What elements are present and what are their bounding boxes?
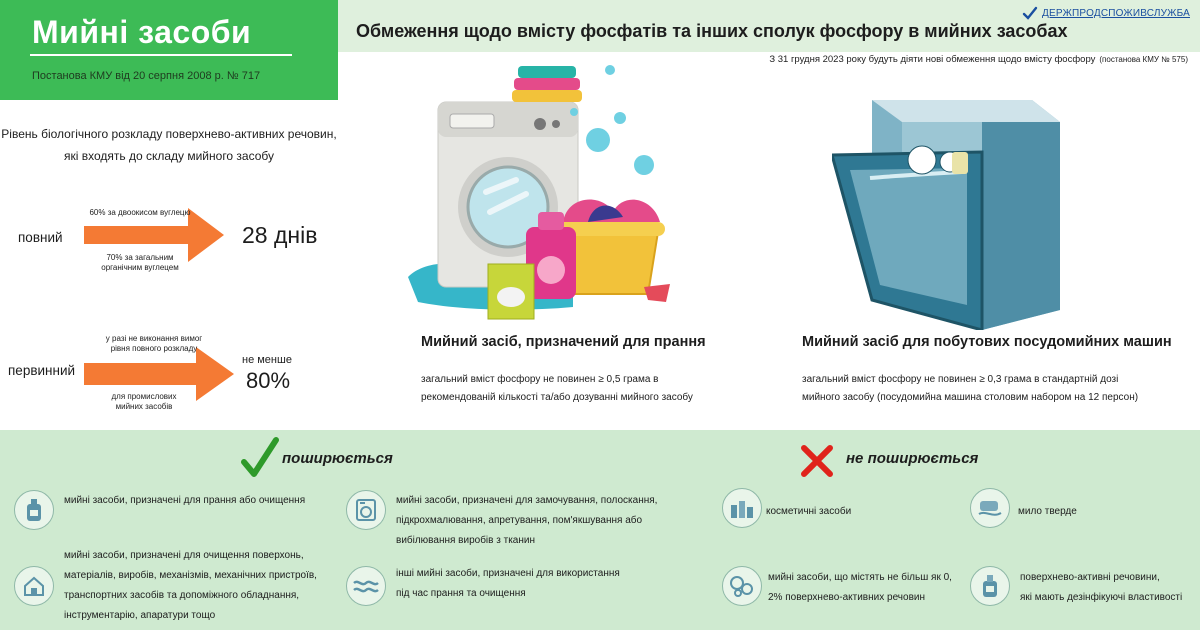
logo-check-icon — [1022, 5, 1038, 21]
disinfectant-bottle-icon — [970, 566, 1010, 606]
check-mark-icon — [240, 436, 280, 480]
not-applies-item-1 — [766, 502, 851, 522]
applies-item-3-line3: транспортних засобів та допоміжного обладнання, — [64, 590, 300, 601]
main-header — [338, 0, 1200, 52]
applies-item-4 — [396, 564, 620, 604]
notice-text — [769, 54, 1188, 65]
applies-item-1-line1: мийні засоби, призначені для прання або очищення — [64, 495, 306, 506]
detergent-bottle-icon — [14, 490, 54, 530]
not-applies-item-3-line1: мийні засоби, що містять не більш як 0, — [768, 572, 952, 583]
applies-item-3 — [64, 546, 317, 626]
not-applies-item-1-line1: косметичні засоби — [766, 506, 852, 517]
not-applies-item-3 — [768, 568, 952, 608]
dishwasher-text-line2: мийного засобу (посудомийна машина столовим набором на 12 персон) — [802, 392, 1139, 403]
cosmetics-icon — [722, 488, 762, 528]
not-applies-heading: не поширюється — [846, 450, 979, 467]
full-above-text: 60% за двоокисом вуглецю — [89, 208, 191, 217]
laundry-title: Мийний засіб, призначений для прання — [421, 334, 706, 350]
soap-bar-icon — [970, 488, 1010, 528]
biodegradation-title-line2: які входять до складу мийного засобу — [63, 149, 275, 163]
applies-item-1 — [64, 491, 305, 511]
not-applies-item-2-line1: мило тверде — [1018, 506, 1077, 517]
applies-item-3-line4: інструментарію, апаратури тощо — [64, 610, 216, 621]
not-applies-item-3-line2: 2% поверхнево-активних речовин — [768, 592, 925, 603]
not-applies-item-4-line1: поверхнево-активні речовини, — [1020, 572, 1160, 583]
primary-below-line1: для промислових — [111, 392, 177, 401]
dishwasher-text — [802, 371, 1138, 407]
primary-above-text — [84, 334, 224, 354]
dishwasher-illustration — [832, 100, 1064, 330]
laundry-text-line2: рекомендованій кількості та/або дозуванні мийного засобу — [421, 392, 693, 403]
house-cleaning-icon — [14, 566, 54, 606]
applies-item-2 — [396, 491, 657, 551]
not-applies-item-4-line2: які мають дезінфікуючі властивості — [1020, 592, 1183, 603]
cross-mark-icon — [800, 444, 834, 478]
washing-machine-icon — [346, 490, 386, 530]
applies-item-2-line3: вибілювання виробів з тканин — [396, 535, 535, 546]
notice-reference: (постанова КМУ № 575) — [1099, 55, 1188, 64]
biodegradation-title — [0, 123, 338, 167]
wave-icon — [346, 566, 386, 606]
full-value: 28 днів — [242, 222, 318, 248]
full-label: повний — [18, 230, 63, 245]
main-title: Обмеження щодо вмісту фосфатів та інших сполук фосфору в мийних засобах — [356, 21, 1068, 41]
primary-label: первинний — [8, 363, 76, 378]
not-applies-item-4 — [1020, 568, 1182, 608]
laundry-text-line1: загальний вміст фосфору не повинен ≥ 0,5 грама в — [421, 374, 659, 385]
applies-item-4-line1: інші мийні засоби, призначені для використання — [396, 568, 620, 579]
biodegradation-title-line1: Рівень біологічного розкладу поверхнево-активних речовин, — [1, 127, 337, 141]
full-below-line2: органічним вуглецем — [101, 263, 179, 272]
not-applies-item-2 — [1018, 502, 1077, 522]
primary-below-text — [84, 392, 204, 412]
full-below-text — [80, 253, 200, 273]
primary-above-line1: у разі не виконання вимог — [105, 334, 203, 343]
logo-text: ДЕРЖПРОДСПОЖИВСЛУЖБА — [1042, 7, 1190, 19]
applies-item-3-line2: матеріалів, виробів, механізмів, механічних пристроїв, — [64, 570, 317, 581]
laundry-text — [421, 371, 693, 407]
primary-below-line2: мийних засобів — [115, 402, 173, 411]
full-below-line1: 70% за загальним — [106, 253, 174, 262]
applies-item-4-line2: під час прання та очищення — [396, 588, 526, 599]
notice-main: З 31 грудня 2023 року будуть діяти нові обмеження щодо вмісту фосфору — [769, 54, 1096, 65]
page-subtitle: Постанова КМУ від 20 серпня 2008 р. № 717 — [32, 70, 261, 82]
dishwasher-title: Мийний засіб для побутових посудомийних машин — [802, 334, 1172, 350]
primary-value-prefix: не менше — [242, 354, 292, 366]
dishwasher-text-line1: загальний вміст фосфору не повинен ≥ 0,3 грама в стандартній дозі — [802, 374, 1119, 385]
applies-item-2-line1: мийні засоби, призначені для замочування, полоскання, — [396, 495, 658, 506]
bubbles-icon — [722, 566, 762, 606]
page-title: Мийні засоби — [32, 14, 252, 50]
applies-item-2-line2: підкрохмалювання, апретування, пом'якшування або — [396, 515, 643, 526]
applies-item-3-line1: мийні засоби, призначені для очищення поверхонь, — [64, 550, 304, 561]
primary-value: 80% — [246, 368, 291, 393]
primary-above-line2: рівня повного розкладу — [110, 344, 198, 353]
agency-logo — [1022, 5, 1190, 21]
title-underline — [30, 54, 292, 56]
header-panel — [0, 0, 338, 100]
washing-machine-illustration — [398, 62, 698, 327]
applies-heading: поширюється — [282, 450, 393, 467]
